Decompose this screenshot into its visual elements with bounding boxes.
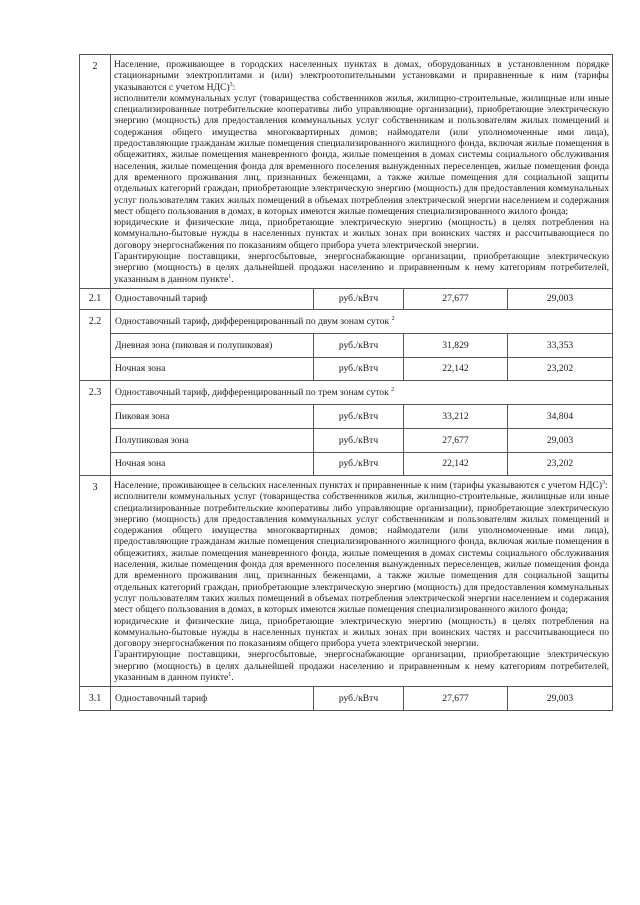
- description-intro: Население, проживающее в сельских населенных пунктах и приравненные к ним (тарифы указываются с учетом НДС)$^3$:: [114, 479, 608, 491]
- unit-cell: руб./кВтч: [314, 333, 404, 357]
- value-period-1: 22,142: [404, 452, 508, 475]
- row-number: 2.2: [80, 309, 111, 380]
- row-number: 3.1: [80, 687, 111, 711]
- tariff-label: Одноставочный тариф: [111, 687, 314, 711]
- tariff-label: Дневная зона (пиковая и полупиковая): [111, 333, 314, 357]
- table-row-2-2: [80, 309, 613, 333]
- tariff-label: Ночная зона: [111, 452, 314, 475]
- unit-cell: руб./кВтч: [314, 357, 404, 380]
- description-paragraph: юридические и физические лица, приобретающие электрическую энергию (мощность) в целях потребления на коммунально-бытовые нужды в населенных пунктах и жилых зонах при воинских частях и рассчитывающиеся по договору энергоснабжения по показаниям общего прибора учета электрической энергии.: [114, 615, 610, 650]
- row-description: [111, 55, 613, 289]
- row-number: 3: [80, 475, 111, 686]
- tariff-label: Полупиковая зона: [111, 428, 314, 452]
- table-row: [80, 452, 613, 475]
- table-row: [80, 428, 613, 452]
- table-row-2-1: [80, 288, 613, 309]
- table-row-2: [80, 55, 613, 289]
- value-period-2: 33,353: [508, 333, 613, 357]
- unit-cell: руб./кВтч: [314, 687, 404, 711]
- row-number: 2.3: [80, 380, 111, 475]
- value-period-1: 31,829: [404, 333, 508, 357]
- tariff-label: Пиковая зона: [111, 404, 314, 428]
- value-period-1: 27,677: [404, 428, 508, 452]
- unit-cell: руб./кВтч: [314, 428, 404, 452]
- description-paragraph: исполнители коммунальных услуг (товарищества собственников жилья, жилищно-строительные, жилищные или иные специализированные потребительские кооперативы либо управляющие организации), приобретающие электрическую энергию (мощность) для предоставления коммунальных услуг собственникам и пользователям жилых помещений и содержания общего имущества многоквартирных домов; наймодатели (или уполномоченные ими лица), предоставляющие гражданам жилые помещения специализированного жилищного фонда, включая жилые помещения в общежитиях, жилые помещения маневренного фонда, жилые помещения в домах системы социального обслуживания населения, жилые помещения фонда для временного поселения вынужденных переселенцев, жилые помещения фонда для временного проживания лиц, признанных беженцами, а также жилые помещения для социальной защиты отдельных категорий граждан, приобретающие электрическую энергию (мощность) для предоставления коммунальных услуг пользователям таких жилых помещений в объемах потребления электрической энергии населением и содержания мест общего пользования в домах, в которых имеются жилые помещения специализированного жилого фонда;: [114, 92, 610, 217]
- unit-cell: руб./кВтч: [314, 452, 404, 475]
- table-row: [80, 404, 613, 428]
- value-period-1: 33,212: [404, 404, 508, 428]
- description-paragraph: исполнители коммунальных услуг (товарищества собственников жилья, жилищно-строительные, жилищные или иные специализированные потребительские кооперативы либо управляющие организации), приобретающие электрическую энергию (мощность) для предоставления коммунальных услуг собственникам и пользователям жилых помещений и содержания общего имущества многоквартирных домов; наймодатели (или уполномоченные ими лица), предоставляющие гражданам жилые помещения специализированного жилищного фонда, включая жилые помещения в общежитиях, жилые помещения маневренного фонда, жилые помещения в домах системы социального обслуживания населения, жилые помещения фонда для временного поселения вынужденных переселенцев, жилые помещения фонда для временного проживания лиц, признанных беженцами, а также жилые помещения для социальной защиты отдельных категорий граждан, приобретающие электрическую энергию (мощность) для предоставления коммунальных услуг пользователям таких жилых помещений в объемах потребления электрической энергии населением и содержания мест общего пользования в домах, в которых имеются жилые помещения специализированного жилого фонда;: [114, 491, 610, 616]
- description-paragraph: Гарантирующие поставщики, энергосбытовые, энергоснабжающие организации, приобретающие электрическую энергию (мощность) в целях дальнейшей продажи населению и приравненным к нему категориям потребителей, указанным в данном пункте$^1$.: [114, 251, 610, 285]
- row-number: 2.1: [80, 288, 111, 309]
- section-header: Одноставочный тариф, дифференцированный по трем зонам суток $^2$: [111, 380, 613, 404]
- section-header: Одноставочный тариф, дифференцированный по двум зонам суток $^2$: [111, 309, 613, 333]
- value-period-1: 22,142: [404, 357, 508, 380]
- value-period-2: 23,202: [508, 357, 613, 380]
- value-period-2: 29,003: [508, 288, 613, 309]
- value-period-2: 23,202: [508, 452, 613, 475]
- value-period-2: 29,003: [508, 687, 613, 711]
- row-description: [111, 475, 613, 686]
- unit-cell: руб./кВтч: [314, 288, 404, 309]
- table-row-2-3: [80, 380, 613, 404]
- value-period-1: 27,677: [404, 687, 508, 711]
- table-row-3-1: [80, 687, 613, 711]
- value-period-1: 27,677: [404, 288, 508, 309]
- table-row-3: [80, 475, 613, 686]
- description-paragraph: юридические и физические лица, приобретающие электрическую энергию (мощность) в целях потребления на коммунально-бытовые нужды в населенных пунктах и жилых зонах при воинских частях и рассчитывающиеся по договору энергоснабжения по показаниям общего прибора учета электрической энергии.: [114, 217, 610, 251]
- row-number: 2: [80, 55, 111, 289]
- tariff-label: Одноставочный тариф: [111, 288, 314, 309]
- table-row: [80, 357, 613, 380]
- description-intro: Население, проживающее в городских населенных пунктах в домах, оборудованных в установленном порядке стационарными электроплитами и (или) электроотопительными установками и приравненные к ним (тарифы указываются с учетом НДС)$^3$:: [114, 59, 610, 93]
- value-period-2: 29,003: [508, 428, 613, 452]
- value-period-2: 34,804: [508, 404, 613, 428]
- unit-cell: руб./кВтч: [314, 404, 404, 428]
- tariff-table: [79, 54, 613, 711]
- description-paragraph: Гарантирующие поставщики, энергосбытовые, энергоснабжающие организации, приобретающие электрическую энергию (мощность) в целях дальнейшей продажи населению и приравненным к нему категориям потребителей, указанным в данном пункте$^1$.: [114, 649, 610, 683]
- table-row: [80, 333, 613, 357]
- tariff-label: Ночная зона: [111, 357, 314, 380]
